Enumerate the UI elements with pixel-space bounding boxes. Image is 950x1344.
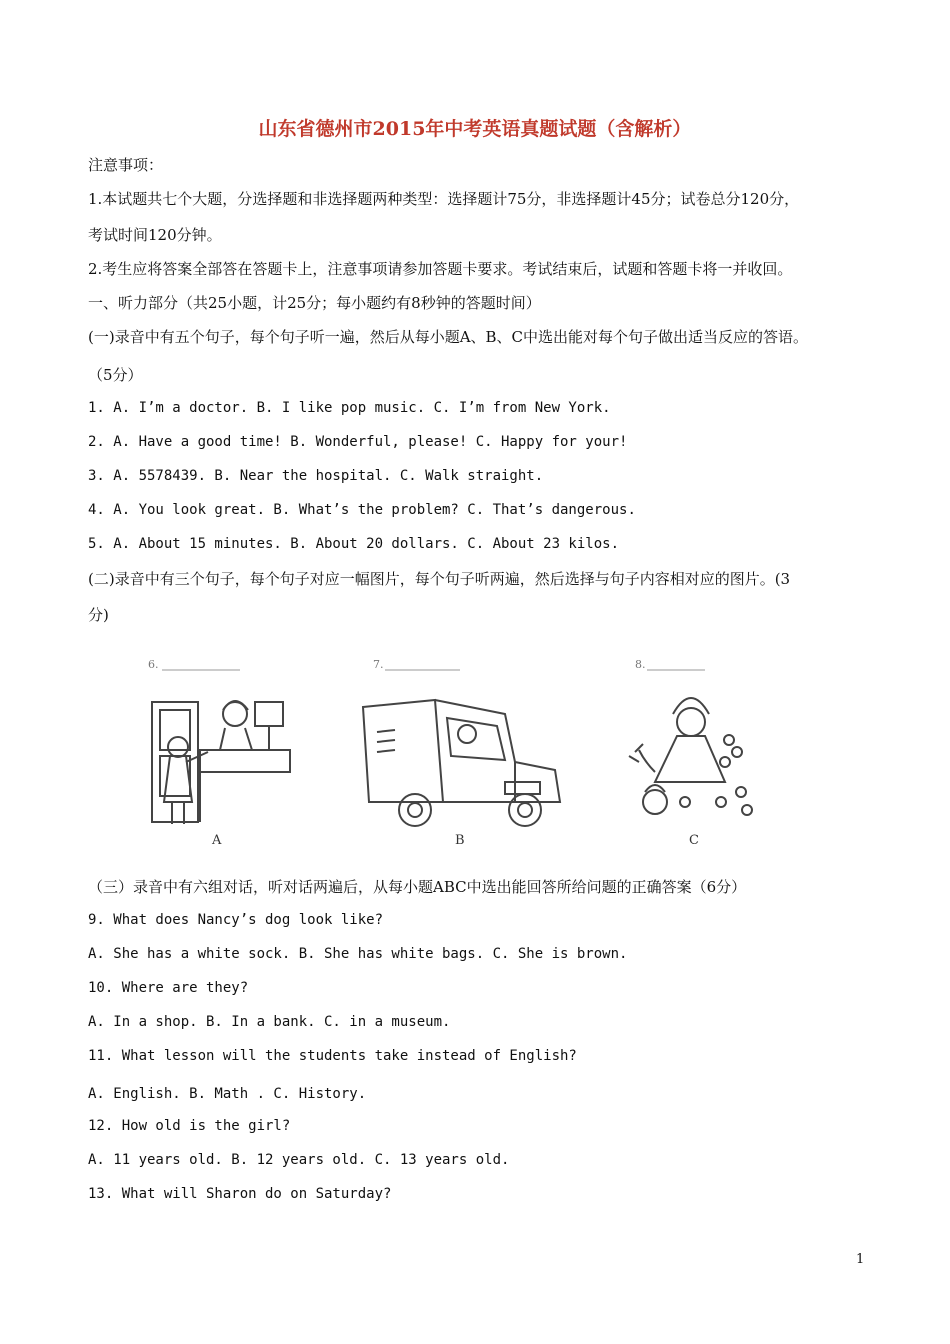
- document-title: 山东省德州市2015年中考英语真题试题（含解析）: [258, 118, 692, 140]
- picture-b-label: B: [455, 833, 465, 848]
- question-11-options: A. English. B. Math . C. History.: [88, 1086, 367, 1102]
- note-2: 2.考生应将答案全部答在答题卡上，注意事项请参加答题卡要求。考试结束后，试题和答题卡将一并收回。: [88, 260, 793, 278]
- question-2: 2. A. Have a good time! B. Wonderful, please! C. Happy for your!: [88, 434, 628, 450]
- question-13: 13. What will Sharon do on Saturday?: [88, 1186, 392, 1202]
- picture-7-number: 7.: [373, 658, 384, 671]
- question-4: 4. A. You look great. B. What’s the problem? C. That’s dangerous.: [88, 502, 636, 518]
- section-2-instruction-line-2: 分): [88, 606, 109, 624]
- question-12-options: A. 11 years old. B. 12 years old. C. 13 years old.: [88, 1152, 510, 1168]
- girl-flowers-illustration: [625, 652, 775, 852]
- question-3: 3. A. 5578439. B. Near the hospital. C. Walk straight.: [88, 468, 544, 484]
- question-5: 5. A. About 15 minutes. B. About 20 dollars. C. About 23 kilos.: [88, 536, 620, 552]
- picture-b: [355, 652, 565, 852]
- notes-heading: 注意事项：: [88, 156, 164, 174]
- question-10: 10. Where are they?: [88, 980, 249, 996]
- picture-a: [140, 652, 300, 852]
- question-9-options: A. She has a white sock. B. She has white bags. C. She is brown.: [88, 946, 628, 962]
- picture-6-number: 6.: [148, 658, 159, 671]
- picture-c-label: C: [689, 833, 699, 848]
- question-12: 12. How old is the girl?: [88, 1118, 291, 1134]
- picture-c: [625, 652, 775, 852]
- question-10-options: A. In a shop. B. In a bank. C. in a museum.: [88, 1014, 451, 1030]
- section-1-instruction-line-1: (一)录音中有五个句子，每个句子听一遍，然后从每小题A、B、C中选出能对每个句子做出适当反应的答语。: [88, 328, 809, 346]
- picture-a-label: A: [212, 833, 222, 848]
- section-3-instruction: （三）录音中有六组对话，听对话两遍后，从每小题ABC中选出能回答所给问题的正确答案（6分）: [88, 878, 747, 896]
- question-1: 1. A. I’m a doctor. B. I like pop music. C. I’m from New York.: [88, 400, 611, 416]
- question-9: 9. What does Nancy’s dog look like?: [88, 912, 384, 928]
- shop-counter-illustration: [140, 652, 300, 852]
- truck-illustration: [355, 652, 565, 852]
- section-2-instruction-line-1: (二)录音中有三个句子，每个句子对应一幅图片，每个句子听两遍，然后选择与句子内容相对应的图片。(3: [88, 570, 791, 588]
- section-1-instruction-line-2: （5分）: [88, 366, 143, 384]
- part-1-heading: 一、听力部分（共25小题，计25分；每小题约有8秒钟的答题时间）: [88, 294, 541, 312]
- picture-8-number: 8.: [635, 658, 646, 671]
- question-11: 11. What lesson will the students take instead of English?: [88, 1048, 577, 1064]
- note-1-line-2: 考试时间120分钟。: [88, 226, 222, 244]
- note-1-line-1: 1.本试题共七个大题，分选择题和非选择题两种类型：选择题计75分，非选择题计45分；试卷总分120分，: [88, 190, 800, 208]
- page-number: 1: [856, 1252, 865, 1267]
